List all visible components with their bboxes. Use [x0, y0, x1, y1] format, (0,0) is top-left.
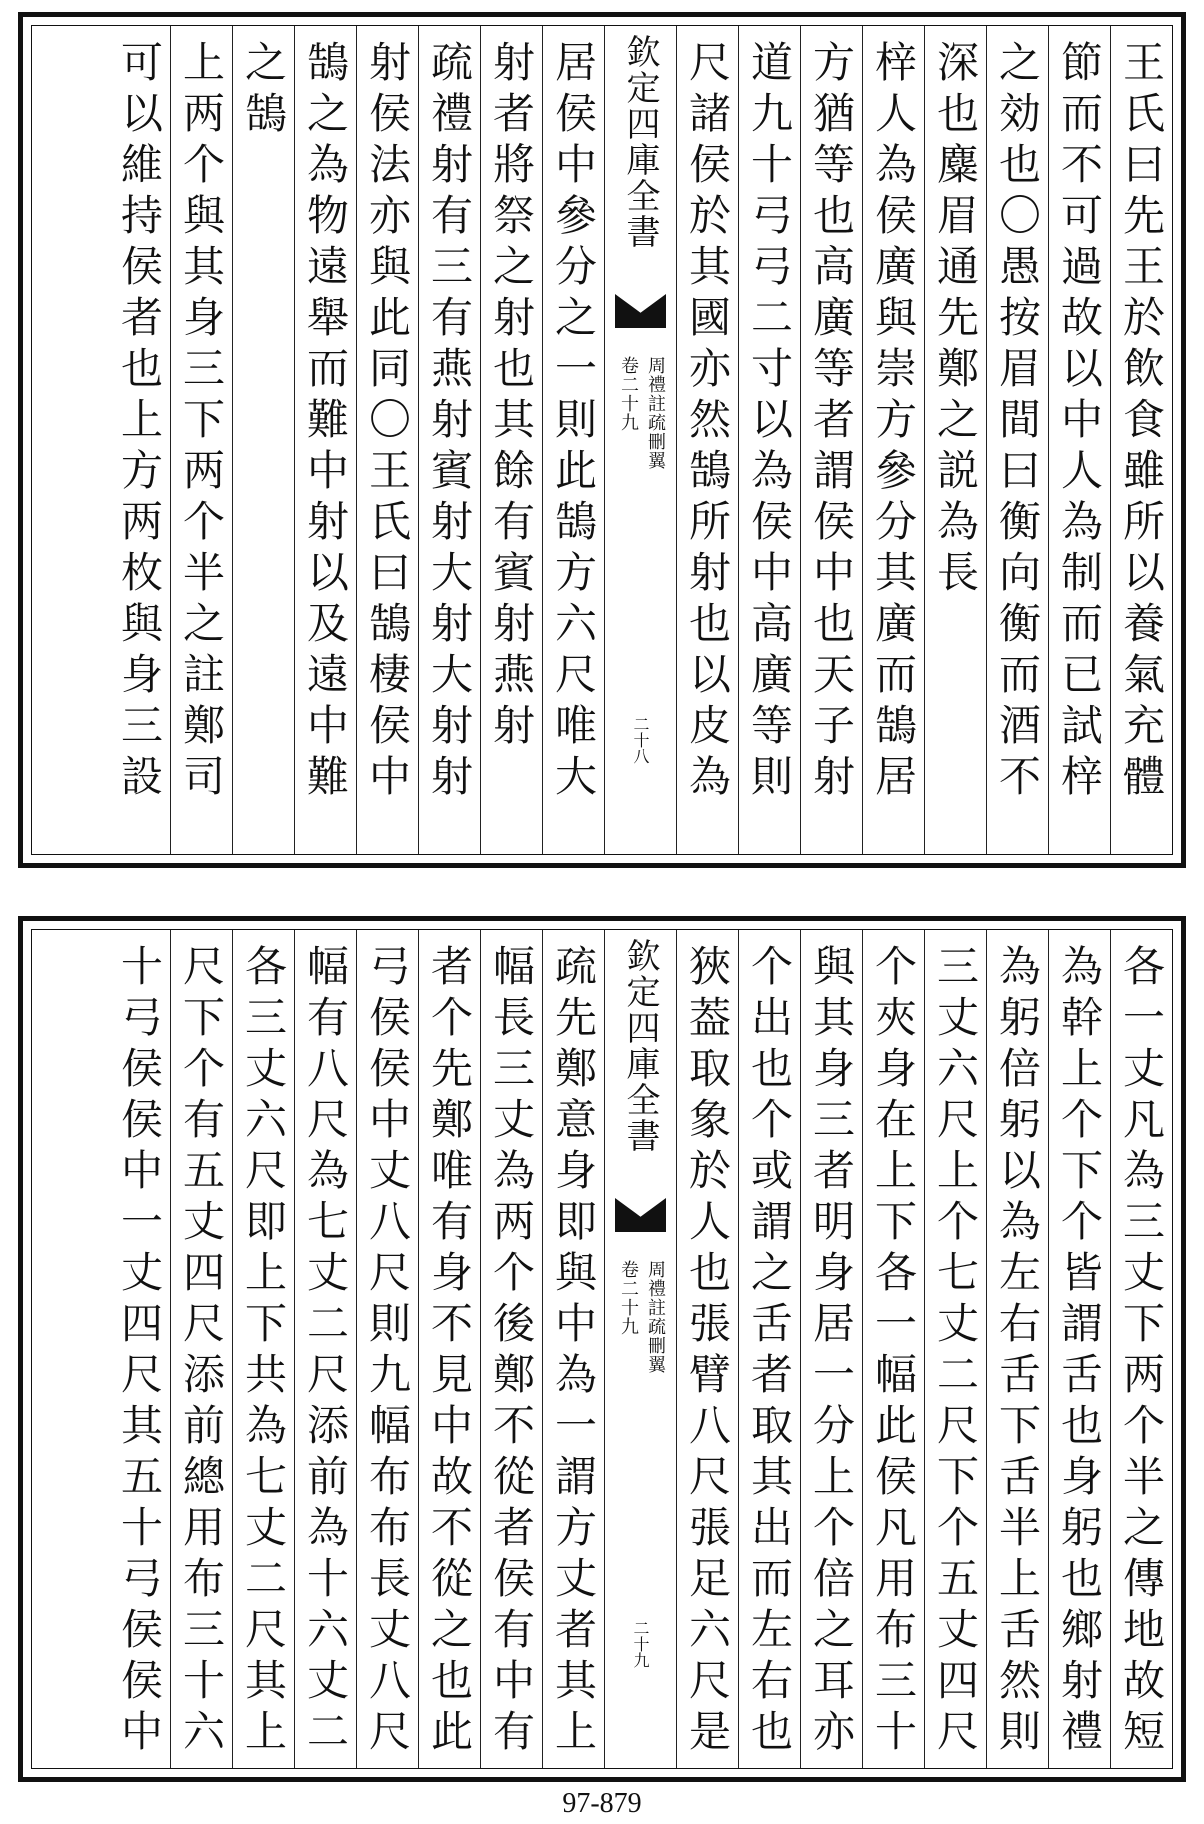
gutter-title: 欽定四庫全書	[620, 938, 660, 1154]
text-column: 鵠之為物遠舉而難中射以及遠中難	[294, 26, 356, 854]
bottom-page-frame	[31, 929, 1173, 1769]
block-gutter	[604, 930, 676, 1768]
text-column: 射者將祭之射也其餘有賓射燕射	[480, 26, 542, 854]
text-column: 个夾身在上下各一幅此侯凡用布三十	[862, 930, 924, 1768]
top-page	[18, 12, 1186, 868]
text-column: 弓侯侯中丈八尺則九幅布布長丈八尺	[356, 930, 418, 1768]
fish-tail-mark-icon	[615, 1198, 666, 1232]
text-column: 幅有八尺為七丈二尺添前為十六丈二	[294, 930, 356, 1768]
text-column: 射侯法亦與此同〇王氏曰鵠棲侯中	[356, 26, 418, 854]
text-column: 三丈六尺上个七丈二尺下个五丈四尺	[924, 930, 986, 1768]
text-column: 尺諸侯於其國亦然鵠所射也以皮為	[676, 26, 738, 854]
text-column: 疏先鄭意身即與中為一謂方丈者其上	[542, 930, 604, 1768]
bottom-page	[18, 916, 1186, 1782]
text-column: 與其身三者明身居一分上个倍之耳亦	[800, 930, 862, 1768]
text-column: 深也麋眉通先鄭之説為長	[924, 26, 986, 854]
text-column: 尺下个有五丈四尺添前總用布三十六	[170, 930, 232, 1768]
text-column: 節而不可過故以中人為制而已試梓	[1048, 26, 1110, 854]
text-column: 幅長三丈為两个後鄭不從者侯有中有	[480, 930, 542, 1768]
gutter-book-title: 周禮註疏刪翼	[645, 1260, 666, 1374]
text-column: 各一丈凡為三丈下两个半之傳地故短	[1110, 930, 1172, 1768]
text-column: 為躬倍躬以為左右舌下舌半上舌然則	[986, 930, 1048, 1768]
gutter-volume: 卷二十九	[618, 356, 639, 432]
text-column: 十弓侯侯中一丈四尺其五十弓侯侯中	[115, 944, 164, 1760]
block-gutter	[604, 26, 676, 854]
text-column: 方猶等也高廣等者謂侯中也天子射	[800, 26, 862, 854]
gutter-book-title: 周禮註疏刪翼	[645, 356, 666, 470]
text-column: 各三丈六尺即上下共為七丈二尺其上	[232, 930, 294, 1768]
page-number-footer: 97-879	[562, 1788, 642, 1819]
text-column: 可以維持侯者也上方两枚與身三設	[115, 40, 164, 805]
fish-tail-mark-icon	[615, 294, 666, 328]
text-column: 為幹上个下个皆謂舌也身躬也鄉射禮	[1048, 930, 1110, 1768]
text-column: 狹葢取象於人也張臂八尺張足六尺是	[676, 930, 738, 1768]
top-page-frame	[31, 25, 1173, 855]
text-column: 上两个與其身三下两个半之註鄭司	[170, 26, 232, 854]
text-column: 之鵠	[232, 26, 294, 854]
text-column: 道九十弓弓二寸以為侯中高廣等則	[738, 26, 800, 854]
text-column: 疏禮射有三有燕射賓射大射大射射	[418, 26, 480, 854]
gutter-title: 欽定四庫全書	[620, 34, 660, 250]
text-column: 者个先鄭唯有身不見中故不從之也此	[418, 930, 480, 1768]
text-column: 居侯中參分之一則此鵠方六尺唯大	[542, 26, 604, 854]
text-column: 梓人為侯廣與崇方參分其廣而鵠居	[862, 26, 924, 854]
gutter-volume: 卷二十九	[618, 1260, 639, 1336]
text-column: 之効也〇愚按眉間曰衡向衡而酒不	[986, 26, 1048, 854]
folio-number: 二十八	[631, 716, 650, 764]
text-column: 王氏曰先王於飲食雖所以養氣充體	[1110, 26, 1172, 854]
text-column: 个出也个或謂之舌者取其出而左右也	[738, 930, 800, 1768]
folio-number: 二十九	[631, 1620, 650, 1668]
